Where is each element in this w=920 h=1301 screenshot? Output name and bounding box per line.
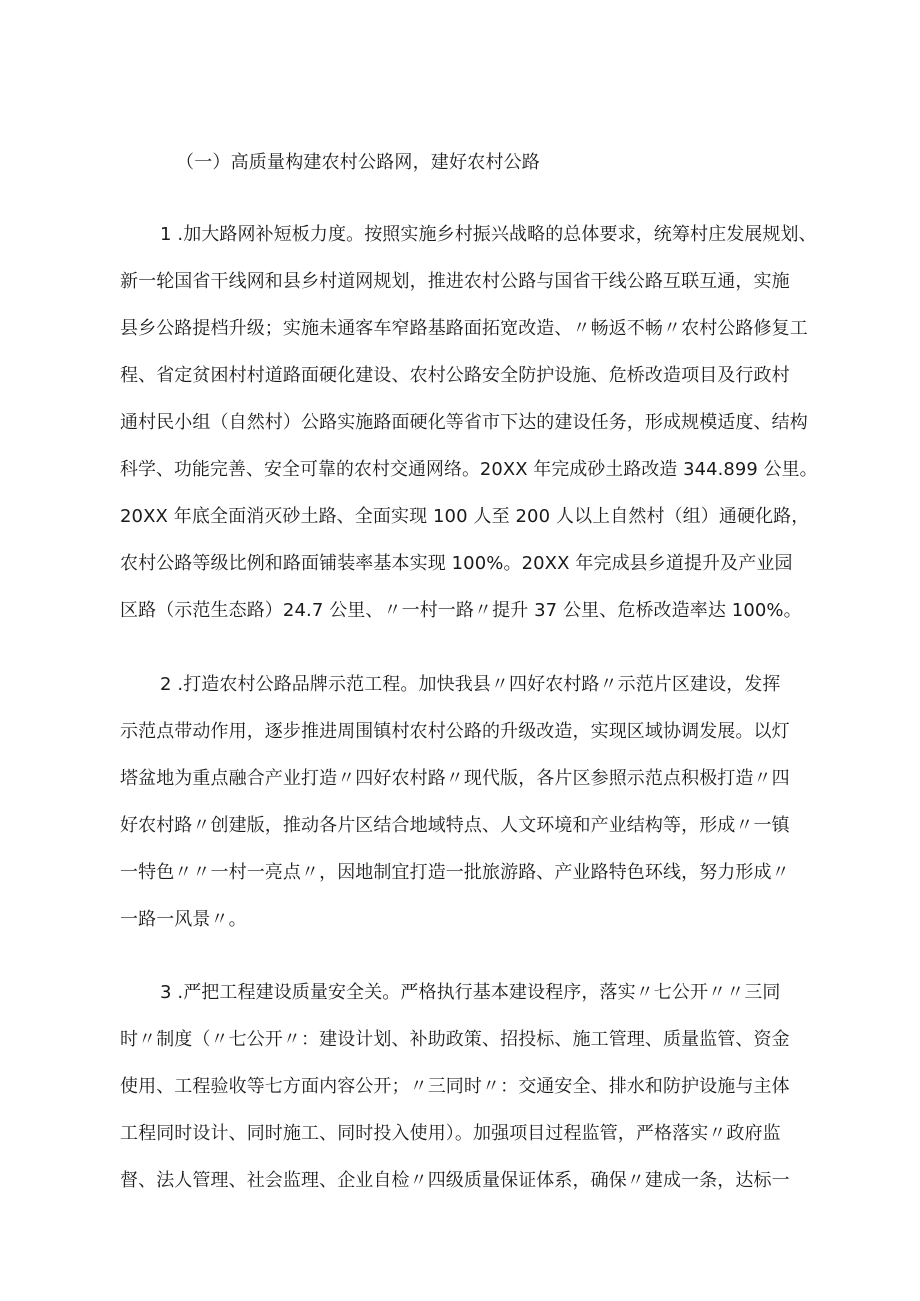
paragraph-line: 工程同时设计、同时施工、同时投入使用）。加强项目过程监管，严格落实〃政府监 (120, 1123, 781, 1144)
paragraph-line: 好农村路〃创建版，推动各片区结合地域特点、人文环境和产业结构等，形成〃一镇 (120, 815, 790, 836)
paragraph-line: 时〃制度（〃七公开〃：建设计划、补助政策、招投标、施工管理、质量监管、资金 (120, 1029, 790, 1050)
paragraph-line: 1 .加大路网补短板力度。按照实施乡村振兴战略的总体要求，统筹村庄发展规划、 (160, 224, 817, 245)
paragraph-line: 2 .打造农村公路品牌示范工程。加快我县〃四好农村路〃示范片区建设，发挥 (160, 674, 781, 695)
paragraph-line: 一路一风景〃。 (120, 909, 247, 930)
paragraph-line: 一特色〃〃一村一亮点〃，因地制宜打造一批旅游路、产业路特色环线，努力形成〃 (120, 862, 790, 883)
paragraph-line: 通村民小组（自然村）公路实施路面硬化等省市下达的建设任务，形成规模适度、结构 (120, 412, 808, 433)
paragraph-line: 使用、工程验收等七方面内容公开；〃三同时〃：交通安全、排水和防护设施与主体 (120, 1076, 790, 1097)
paragraph-line: 示范点带动作用，逐步推进周围镇村农村公路的升级改造，实现区域协调发展。以灯 (120, 721, 790, 742)
paragraph-line: 3 .严把工程建设质量安全关。严格执行基本建设程序，落实〃七公开〃〃三同 (160, 982, 781, 1003)
paragraph-line: 20XX 年底全面消灭砂土路、全面实现 100 人至 200 人以上自然村（组）通硬化路， (120, 506, 810, 527)
section-heading: （一）高质量构建农村公路网，建好农村公路 (176, 152, 540, 173)
paragraph-line: 督、法人管理、社会监理、企业自检〃四级质量保证体系，确保〃建成一条，达标一 (120, 1170, 790, 1191)
paragraph-line: 科学、功能完善、安全可靠的农村交通网络。20XX 年完成砂土路改造 344.899 公里。 (120, 459, 818, 480)
paragraph-line: 区路（示范生态路）24.7 公里、〃一村一路〃提升 37 公里、危桥改造率达 100%。 (120, 600, 802, 621)
paragraph-line: 新一轮国省干线网和县乡村道网规划，推进农村公路与国省干线公路互联互通，实施 (120, 271, 790, 292)
paragraph-line: 程、省定贫困村村道路面硬化建设、农村公路安全防护设施、危桥改造项目及行政村 (120, 365, 790, 386)
paragraph-line: 塔盆地为重点融合产业打造〃四好农村路〃现代版，各片区参照示范点积极打造〃四 (120, 768, 790, 789)
paragraph-line: 县乡公路提档升级；实施未通客车窄路基路面拓宽改造、〃畅返不畅〃农村公路修复工 (120, 318, 808, 339)
paragraph-line: 农村公路等级比例和路面铺装率基本实现 100%。20XX 年完成县乡道提升及产业园 (120, 553, 793, 574)
